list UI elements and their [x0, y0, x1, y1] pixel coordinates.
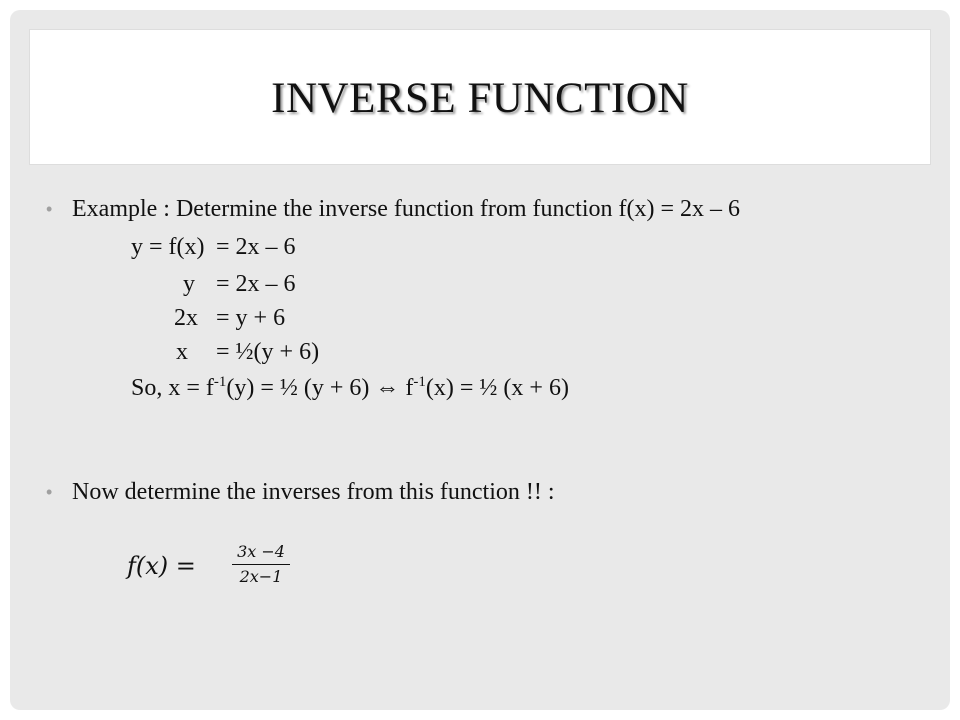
formula-lhs: f(x) = — [127, 552, 196, 580]
step-rhs: = 2x – 6 — [216, 271, 296, 297]
inverse-superscript: -1 — [213, 374, 227, 390]
slide-title: INVERSE FUNCTION — [271, 75, 689, 122]
exercise-statement: Now determine the inverses from this function !! : — [72, 479, 555, 505]
title-box — [30, 30, 930, 164]
inverse-superscript: -1 — [413, 374, 426, 390]
step-lhs: x — [176, 339, 188, 365]
conclusion-suffix: (x) = ½ (x + 6) — [425, 375, 569, 401]
step-lhs: 2x — [174, 305, 198, 331]
formula-numerator: 3x −4 — [237, 542, 285, 561]
formula-denominator: 2x−1 — [239, 567, 283, 586]
bullet-marker: • — [46, 199, 53, 219]
bullet-marker: • — [46, 482, 53, 502]
conclusion-middle: (y) = ½ (y + 6) ⇔ f — [226, 375, 414, 401]
formula-fraction — [232, 541, 290, 588]
step-rhs: = y + 6 — [216, 305, 286, 331]
conclusion-prefix: So, x = f — [131, 375, 214, 401]
step-lhs: y — [183, 271, 195, 297]
example-statement: Example : Determine the inverse function from function f(x) = 2x – 6 — [72, 196, 741, 222]
fraction-bar — [232, 564, 290, 565]
step-rhs: = ½(y + 6) — [216, 339, 320, 365]
step-rhs: = 2x – 6 — [216, 234, 296, 260]
conclusion-line — [131, 374, 569, 402]
step-lhs: y = f(x) — [131, 234, 205, 260]
